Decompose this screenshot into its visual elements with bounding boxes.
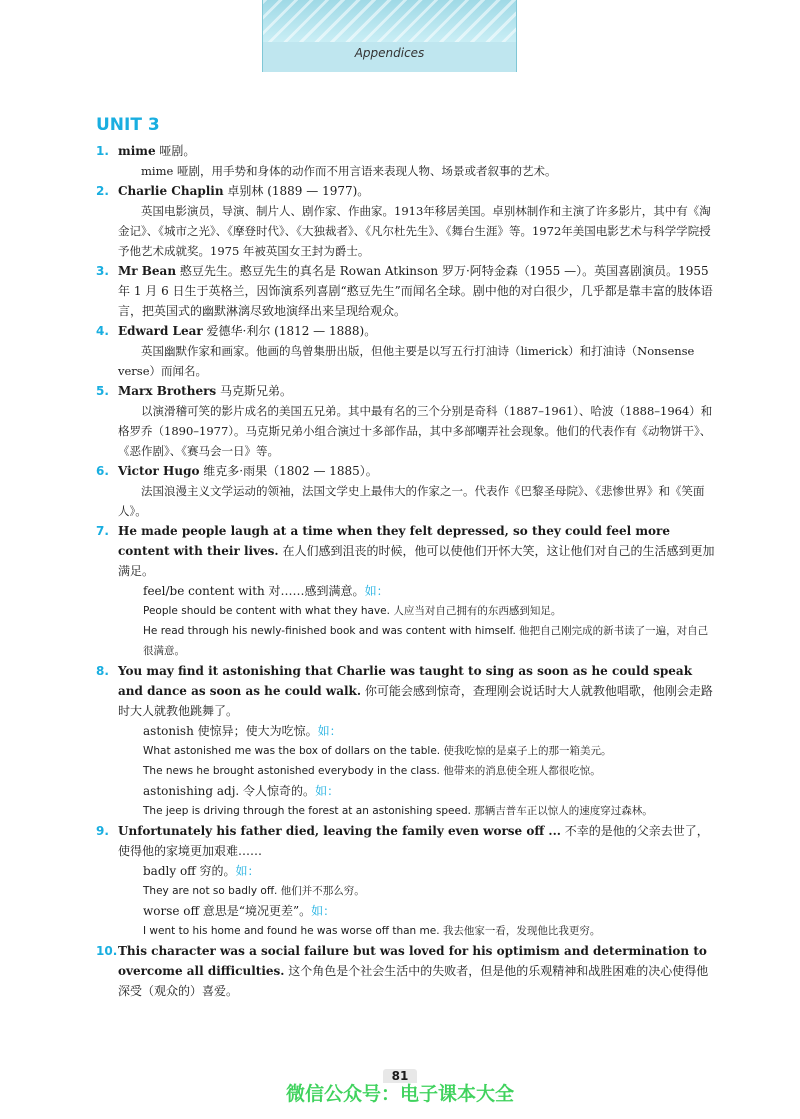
- item-heading: 维克多·雨果（1802 — 1885）。: [199, 464, 378, 478]
- note-item-2: [96, 181, 718, 261]
- example-sentence: [118, 741, 718, 761]
- key-sentence: This character was a social failure but was loved for his optimism and determination to overcome all difficulties.: [118, 944, 707, 978]
- item-heading: 憨豆先生。憨豆先生的真名是 Rowan Atkinson 罗万·阿特金森（1955 —）。英国喜剧演员。1955 年 1 月 6 日生于英格兰，因饰演系列喜剧“憨豆先生”而闻名全球。剧中他的对白很少，几乎都是靠丰富的肢体语言，把英国式的幽默淋漓尽致地演绎出来呈现给观众。: [118, 264, 713, 318]
- item-number: 10.: [96, 944, 118, 958]
- item-number: 3.: [96, 264, 109, 278]
- phrase-note: [118, 721, 718, 741]
- example-marker: 如：: [315, 784, 340, 798]
- item-number: 2.: [96, 184, 109, 198]
- item-heading: 马克斯兄弟。: [216, 384, 292, 398]
- watermark-text: 微信公众号：电子课本大全: [285, 1083, 514, 1105]
- item-paragraph: mime 哑剧，用手势和身体的动作而不用言语来表现人物、场景或者叙事的艺术。: [141, 164, 557, 178]
- item-term: mime: [118, 144, 156, 158]
- phrase-note: [118, 901, 718, 921]
- unit-title: UNIT 3: [96, 115, 160, 135]
- item-number: 7.: [96, 524, 109, 538]
- item-paragraph: 英国电影演员，导演、制片人、剧作家、作曲家。1913年移居美国。卓别林制作和主演了许多影片，其中有《淘金记》、《城市之光》、《摩登时代》、《大独裁者》、《凡尔杜先生》、《舞台生涯》等。1972年美国电影艺术与科学学院授予他艺术成就奖。1975 年被英国女王封为爵士。: [118, 204, 711, 258]
- key-sentence: Unfortunately his father died, leaving the family even worse off ...: [118, 824, 561, 838]
- phrase-text: feel/be content with 对……感到满意。: [143, 584, 365, 598]
- notes-content: [96, 141, 718, 1001]
- item-number: 9.: [96, 824, 109, 838]
- example-zh: 人应当对自己拥有的东西感到知足。: [389, 605, 562, 617]
- item-number: 8.: [96, 664, 109, 678]
- example-en: He read through his newly-finished book and was content with himself.: [143, 625, 516, 637]
- phrase-text: astonishing adj. 令人惊奇的。: [143, 784, 316, 798]
- example-en: What astonished me was the box of dollars on the table.: [143, 745, 441, 757]
- item-heading: 哑剧。: [155, 144, 196, 158]
- key-sentence: You may find it astonishing that Charlie was taught to sing as soon as he could speak and dance as soon as he could walk.: [118, 664, 693, 698]
- example-marker: 如：: [311, 904, 336, 918]
- example-zh: 那辆吉普车正以惊人的速度穿过森林。: [470, 805, 653, 817]
- item-term: Victor Hugo: [118, 464, 200, 478]
- sentence-translation: 你可能会感到惊奇，查理刚会说话时大人就教他唱歌，他刚会走路时大人就教他跳舞了。: [118, 684, 713, 718]
- note-item-10: [96, 941, 718, 1001]
- item-paragraph: 以演滑稽可笑的影片成名的美国五兄弟。其中最有名的三个分别是奇科（1887–1961）、哈波（1888–1964）和格罗乔（1890–1977）。马克斯兄弟小组合演过十多部作品，其中多部嘲弄社会现象。他们的代表作有《动物饼干》、《恶作剧》、《赛马会一日》等。: [118, 404, 713, 458]
- item-heading: 卓别林 (1889 — 1977)。: [223, 184, 370, 198]
- phrase-note: [118, 781, 718, 801]
- item-number: 4.: [96, 324, 109, 338]
- header-label: Appendices: [354, 46, 425, 60]
- example-en: The jeep is driving through the forest at an astonishing speed.: [143, 805, 471, 817]
- header-band: [262, 0, 517, 72]
- phrase-text: badly off 穷的。: [143, 864, 236, 878]
- item-term: Charlie Chaplin: [118, 184, 224, 198]
- phrase-note: [118, 861, 718, 881]
- sentence-translation: 不幸的是他的父亲去世了，使得他的家境更加艰难……: [118, 824, 709, 858]
- sentence-translation: 在人们感到沮丧的时候，他可以使他们开怀大笑，这让他们对自己的生活感到更加满足。: [118, 544, 715, 578]
- item-heading: 爱德华·利尔 (1812 — 1888)。: [202, 324, 377, 338]
- phrase-text: astonish 使惊异；使大为吃惊。: [143, 724, 318, 738]
- item-number: 5.: [96, 384, 109, 398]
- page-number: 81: [383, 1069, 417, 1083]
- example-sentence: [118, 801, 718, 821]
- note-item-7: [96, 521, 718, 661]
- example-en: The news he brought astonished everybody in the class.: [143, 765, 440, 777]
- sentence-translation: 这个角色是个社会生活中的失败者，但是他的乐观精神和战胜困难的决心使得他深受（观众的）喜爱。: [118, 964, 709, 998]
- example-sentence: [118, 601, 718, 621]
- item-term: Marx Brothers: [118, 384, 217, 398]
- item-number: 1.: [96, 144, 109, 158]
- key-sentence: He made people laugh at a time when they felt depressed, so they could feel more content with their lives.: [118, 524, 670, 558]
- example-en: They are not so badly off.: [143, 885, 278, 897]
- example-zh: 使我吃惊的是桌子上的那一箱美元。: [440, 745, 612, 757]
- item-term: Edward Lear: [118, 324, 203, 338]
- example-sentence: [118, 921, 718, 941]
- example-marker: 如：: [364, 584, 389, 598]
- note-item-1: [96, 141, 718, 181]
- item-term: Mr Bean: [118, 264, 177, 278]
- note-item-8: [96, 661, 718, 821]
- header-decoration: [263, 0, 516, 42]
- example-zh: 我去他家一看，发现他比我更穷。: [439, 925, 601, 937]
- phrase-text: worse off 意思是“境况更差”。: [143, 904, 312, 918]
- example-en: I went to his home and found he was worse off than me.: [143, 925, 440, 937]
- example-marker: 如：: [317, 724, 342, 738]
- example-zh: 他带来的消息使全班人都很吃惊。: [439, 765, 601, 777]
- note-item-6: [96, 461, 718, 521]
- example-zh: 他们并不那么穷。: [277, 885, 365, 897]
- item-number: 6.: [96, 464, 109, 478]
- example-en: People should be content with what they have.: [143, 605, 390, 617]
- item-paragraph: 法国浪漫主义文学运动的领袖，法国文学史上最伟大的作家之一。代表作《巴黎圣母院》、《悲惨世界》和《笑面人》。: [118, 484, 705, 518]
- note-item-3: [96, 261, 718, 321]
- note-item-5: [96, 381, 718, 461]
- note-item-4: [96, 321, 718, 381]
- example-marker: 如：: [235, 864, 260, 878]
- item-paragraph: 英国幽默作家和画家。他画的鸟曾集册出版，但他主要是以写五行打油诗（limerick）和打油诗（Nonsense verse）而闻名。: [118, 344, 695, 378]
- note-item-9: [96, 821, 718, 941]
- example-sentence: [118, 881, 718, 901]
- example-zh: 他把自己刚完成的新书读了一遍，对自己很满意。: [143, 625, 709, 657]
- phrase-note: [118, 581, 718, 601]
- example-sentence: [118, 621, 718, 661]
- example-sentence: [118, 761, 718, 781]
